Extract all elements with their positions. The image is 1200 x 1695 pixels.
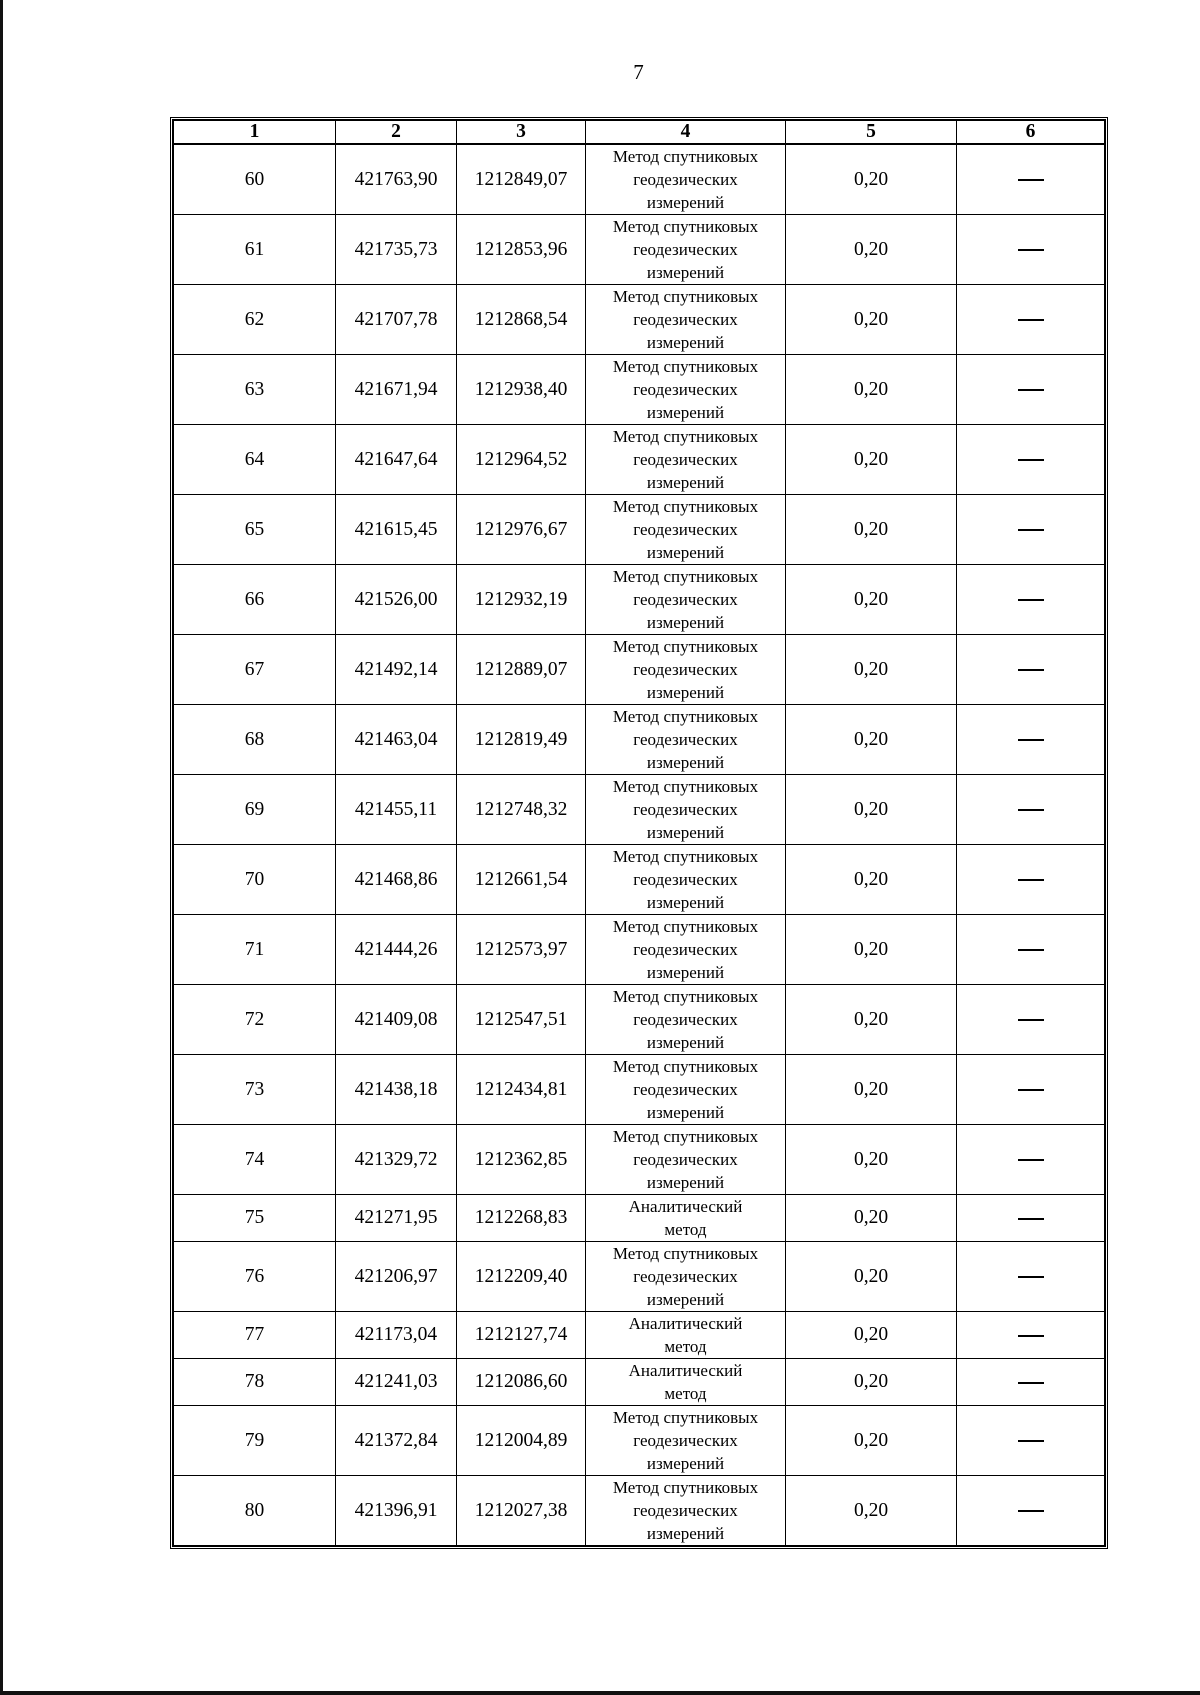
method-line: геодезических — [633, 660, 738, 679]
method-cell — [586, 845, 786, 915]
point-number-cell: 65 — [174, 495, 336, 565]
x-coordinate-cell: 421463,04 — [336, 705, 457, 775]
scan-edge-bottom — [0, 1691, 1200, 1695]
note-cell — [957, 1476, 1105, 1546]
accuracy-cell: 0,20 — [786, 1055, 957, 1125]
point-number-cell: 73 — [174, 1055, 336, 1125]
em-dash-mark — [1018, 879, 1044, 881]
method-line: геодезических — [633, 590, 738, 609]
method-line: измерений — [646, 543, 725, 562]
header-cell-2: 2 — [336, 121, 457, 145]
y-coordinate-cell: 1212573,97 — [457, 915, 586, 985]
point-number-cell: 77 — [174, 1312, 336, 1359]
x-coordinate-cell: 421647,64 — [336, 425, 457, 495]
accuracy-cell: 0,20 — [786, 1125, 957, 1195]
table-row — [174, 425, 1105, 495]
y-coordinate-cell: 1212932,19 — [457, 565, 586, 635]
x-coordinate-cell: 421444,26 — [336, 915, 457, 985]
accuracy-cell: 0,20 — [786, 1476, 957, 1546]
method-line: измерений — [646, 613, 725, 632]
table-row — [174, 144, 1105, 215]
table-row — [174, 1476, 1105, 1546]
method-line: измерений — [646, 333, 725, 352]
table-row — [174, 215, 1105, 285]
table-row — [174, 355, 1105, 425]
method-line: измерений — [646, 1454, 725, 1473]
method-line: геодезических — [633, 170, 738, 189]
x-coordinate-cell: 421707,78 — [336, 285, 457, 355]
accuracy-cell: 0,20 — [786, 355, 957, 425]
method-line: Метод спутниковых — [612, 1127, 759, 1146]
note-cell — [957, 285, 1105, 355]
method-line: Аналитический — [628, 1197, 743, 1216]
table-row — [174, 1312, 1105, 1359]
method-line: Метод спутниковых — [612, 497, 759, 516]
header-cell-5: 5 — [786, 121, 957, 145]
em-dash-mark — [1018, 319, 1044, 321]
em-dash-mark — [1018, 1382, 1044, 1384]
y-coordinate-cell: 1212086,60 — [457, 1359, 586, 1406]
accuracy-cell: 0,20 — [786, 1359, 957, 1406]
method-line: геодезических — [633, 520, 738, 539]
table-row — [174, 1406, 1105, 1476]
note-cell — [957, 1242, 1105, 1312]
method-line: Метод спутниковых — [612, 287, 759, 306]
accuracy-cell: 0,20 — [786, 705, 957, 775]
accuracy-cell: 0,20 — [786, 215, 957, 285]
method-line: Метод спутниковых — [612, 1408, 759, 1427]
method-line: измерений — [646, 473, 725, 492]
x-coordinate-cell: 421671,94 — [336, 355, 457, 425]
method-cell — [586, 285, 786, 355]
em-dash-mark — [1018, 249, 1044, 251]
method-line: измерений — [646, 963, 725, 982]
note-cell — [957, 775, 1105, 845]
x-coordinate-cell: 421173,04 — [336, 1312, 457, 1359]
method-cell — [586, 215, 786, 285]
point-number-cell: 71 — [174, 915, 336, 985]
method-line: геодезических — [633, 380, 738, 399]
em-dash-mark — [1018, 1440, 1044, 1442]
method-line: геодезических — [633, 310, 738, 329]
note-cell — [957, 635, 1105, 705]
note-cell — [957, 495, 1105, 565]
accuracy-cell: 0,20 — [786, 495, 957, 565]
point-number-cell: 80 — [174, 1476, 336, 1546]
method-line: геодезических — [633, 870, 738, 889]
accuracy-cell: 0,20 — [786, 144, 957, 215]
method-line: Метод спутниковых — [612, 147, 759, 166]
note-cell — [957, 1125, 1105, 1195]
note-cell — [957, 144, 1105, 215]
table-row — [174, 1125, 1105, 1195]
point-number-cell: 68 — [174, 705, 336, 775]
y-coordinate-cell: 1212268,83 — [457, 1195, 586, 1242]
em-dash-mark — [1018, 459, 1044, 461]
x-coordinate-cell: 421763,90 — [336, 144, 457, 215]
method-cell — [586, 144, 786, 215]
y-coordinate-cell: 1212868,54 — [457, 285, 586, 355]
y-coordinate-cell: 1212027,38 — [457, 1476, 586, 1546]
em-dash-mark — [1018, 1159, 1044, 1161]
table-row — [174, 495, 1105, 565]
accuracy-cell: 0,20 — [786, 635, 957, 705]
y-coordinate-cell: 1212889,07 — [457, 635, 586, 705]
method-line: Аналитический — [628, 1361, 743, 1380]
x-coordinate-cell: 421372,84 — [336, 1406, 457, 1476]
method-line: измерений — [646, 1103, 725, 1122]
accuracy-cell: 0,20 — [786, 1195, 957, 1242]
note-cell — [957, 985, 1105, 1055]
note-cell — [957, 1055, 1105, 1125]
x-coordinate-cell: 421455,11 — [336, 775, 457, 845]
accuracy-cell: 0,20 — [786, 985, 957, 1055]
method-line: Метод спутниковых — [612, 637, 759, 656]
note-cell — [957, 1359, 1105, 1406]
method-line: Метод спутниковых — [612, 567, 759, 586]
accuracy-cell: 0,20 — [786, 775, 957, 845]
em-dash-mark — [1018, 1510, 1044, 1512]
point-number-cell: 76 — [174, 1242, 336, 1312]
method-line: Метод спутниковых — [612, 427, 759, 446]
method-cell — [586, 495, 786, 565]
y-coordinate-cell: 1212849,07 — [457, 144, 586, 215]
point-number-cell: 70 — [174, 845, 336, 915]
x-coordinate-cell: 421526,00 — [336, 565, 457, 635]
table-row — [174, 985, 1105, 1055]
method-line: измерений — [646, 753, 725, 772]
method-line: Метод спутниковых — [612, 217, 759, 236]
accuracy-cell: 0,20 — [786, 915, 957, 985]
em-dash-mark — [1018, 1335, 1044, 1337]
page-number: 7 — [633, 60, 644, 84]
em-dash-mark — [1018, 1019, 1044, 1021]
header-cell-4: 4 — [586, 121, 786, 145]
y-coordinate-cell: 1212209,40 — [457, 1242, 586, 1312]
y-coordinate-cell: 1212661,54 — [457, 845, 586, 915]
point-number-cell: 74 — [174, 1125, 336, 1195]
method-cell — [586, 985, 786, 1055]
method-line: геодезических — [633, 1080, 738, 1099]
header-cell-6: 6 — [957, 121, 1105, 145]
table-row — [174, 915, 1105, 985]
note-cell — [957, 565, 1105, 635]
accuracy-cell: 0,20 — [786, 1406, 957, 1476]
header-cell-3: 3 — [457, 121, 586, 145]
accuracy-cell: 0,20 — [786, 1312, 957, 1359]
point-number-cell: 62 — [174, 285, 336, 355]
method-cell — [586, 705, 786, 775]
em-dash-mark — [1018, 739, 1044, 741]
method-cell — [586, 1406, 786, 1476]
em-dash-mark — [1018, 809, 1044, 811]
coordinates-table-frame — [170, 117, 1108, 1549]
method-cell — [586, 1125, 786, 1195]
x-coordinate-cell: 421438,18 — [336, 1055, 457, 1125]
method-line: Метод спутниковых — [612, 1244, 759, 1263]
method-line: геодезических — [633, 1431, 738, 1450]
point-number-cell: 64 — [174, 425, 336, 495]
y-coordinate-cell: 1212819,49 — [457, 705, 586, 775]
y-coordinate-cell: 1212004,89 — [457, 1406, 586, 1476]
method-line: геодезических — [633, 1501, 738, 1520]
x-coordinate-cell: 421329,72 — [336, 1125, 457, 1195]
x-coordinate-cell: 421615,45 — [336, 495, 457, 565]
point-number-cell: 67 — [174, 635, 336, 705]
method-line: Аналитический — [628, 1314, 743, 1333]
method-line: метод — [664, 1337, 707, 1356]
scan-edge-left — [0, 0, 3, 1695]
note-cell — [957, 425, 1105, 495]
x-coordinate-cell: 421241,03 — [336, 1359, 457, 1406]
em-dash-mark — [1018, 389, 1044, 391]
table-row — [174, 565, 1105, 635]
table-row — [174, 285, 1105, 355]
method-line: измерений — [646, 893, 725, 912]
method-line: измерений — [646, 1173, 725, 1192]
method-line: геодезических — [633, 1010, 738, 1029]
method-cell — [586, 1476, 786, 1546]
y-coordinate-cell: 1212964,52 — [457, 425, 586, 495]
method-cell — [586, 425, 786, 495]
table-row — [174, 1055, 1105, 1125]
em-dash-mark — [1018, 529, 1044, 531]
accuracy-cell: 0,20 — [786, 285, 957, 355]
coordinates-table — [173, 120, 1105, 1546]
note-cell — [957, 915, 1105, 985]
x-coordinate-cell: 421735,73 — [336, 215, 457, 285]
note-cell — [957, 845, 1105, 915]
method-line: измерений — [646, 1524, 725, 1543]
method-line: Метод спутниковых — [612, 1478, 759, 1497]
method-cell — [586, 355, 786, 425]
table-row — [174, 705, 1105, 775]
point-number-cell: 61 — [174, 215, 336, 285]
method-line: измерений — [646, 263, 725, 282]
method-line: измерений — [646, 193, 725, 212]
method-cell — [586, 775, 786, 845]
table-row — [174, 1359, 1105, 1406]
method-line: геодезических — [633, 1150, 738, 1169]
method-line: Метод спутниковых — [612, 777, 759, 796]
accuracy-cell: 0,20 — [786, 425, 957, 495]
em-dash-mark — [1018, 1276, 1044, 1278]
point-number-cell: 66 — [174, 565, 336, 635]
method-line: измерений — [646, 1033, 725, 1052]
method-line: Метод спутниковых — [612, 357, 759, 376]
note-cell — [957, 355, 1105, 425]
method-line: Метод спутниковых — [612, 987, 759, 1006]
method-cell — [586, 635, 786, 705]
note-cell — [957, 1312, 1105, 1359]
em-dash-mark — [1018, 1218, 1044, 1220]
y-coordinate-cell: 1212938,40 — [457, 355, 586, 425]
method-line: геодезических — [633, 730, 738, 749]
table-body — [174, 144, 1105, 1546]
method-line: измерений — [646, 683, 725, 702]
method-line: геодезических — [633, 450, 738, 469]
y-coordinate-cell: 1212547,51 — [457, 985, 586, 1055]
method-cell — [586, 1242, 786, 1312]
point-number-cell: 75 — [174, 1195, 336, 1242]
point-number-cell: 60 — [174, 144, 336, 215]
em-dash-mark — [1018, 669, 1044, 671]
method-line: геодезических — [633, 940, 738, 959]
point-number-cell: 63 — [174, 355, 336, 425]
em-dash-mark — [1018, 1089, 1044, 1091]
x-coordinate-cell: 421206,97 — [336, 1242, 457, 1312]
point-number-cell: 79 — [174, 1406, 336, 1476]
em-dash-mark — [1018, 949, 1044, 951]
method-cell — [586, 1195, 786, 1242]
y-coordinate-cell: 1212434,81 — [457, 1055, 586, 1125]
method-line: измерений — [646, 823, 725, 842]
note-cell — [957, 215, 1105, 285]
method-line: измерений — [646, 1290, 725, 1309]
note-cell — [957, 1406, 1105, 1476]
y-coordinate-cell: 1212976,67 — [457, 495, 586, 565]
method-line: Метод спутниковых — [612, 847, 759, 866]
note-cell — [957, 705, 1105, 775]
y-coordinate-cell: 1212748,32 — [457, 775, 586, 845]
method-cell — [586, 1359, 786, 1406]
point-number-cell: 69 — [174, 775, 336, 845]
y-coordinate-cell: 1212362,85 — [457, 1125, 586, 1195]
em-dash-mark — [1018, 179, 1044, 181]
note-cell — [957, 1195, 1105, 1242]
y-coordinate-cell: 1212127,74 — [457, 1312, 586, 1359]
table-row — [174, 1195, 1105, 1242]
x-coordinate-cell: 421271,95 — [336, 1195, 457, 1242]
x-coordinate-cell: 421396,91 — [336, 1476, 457, 1546]
method-line: Метод спутниковых — [612, 1057, 759, 1076]
point-number-cell: 72 — [174, 985, 336, 1055]
table-row — [174, 775, 1105, 845]
table-row — [174, 635, 1105, 705]
accuracy-cell: 0,20 — [786, 1242, 957, 1312]
y-coordinate-cell: 1212853,96 — [457, 215, 586, 285]
method-line: Метод спутниковых — [612, 707, 759, 726]
method-cell — [586, 565, 786, 635]
method-cell — [586, 1055, 786, 1125]
x-coordinate-cell: 421468,86 — [336, 845, 457, 915]
method-line: Метод спутниковых — [612, 917, 759, 936]
method-cell — [586, 915, 786, 985]
method-line: геодезических — [633, 240, 738, 259]
accuracy-cell: 0,20 — [786, 845, 957, 915]
x-coordinate-cell: 421409,08 — [336, 985, 457, 1055]
method-line: метод — [664, 1384, 707, 1403]
method-line: измерений — [646, 403, 725, 422]
x-coordinate-cell: 421492,14 — [336, 635, 457, 705]
accuracy-cell: 0,20 — [786, 565, 957, 635]
header-row — [174, 121, 1105, 145]
table-row — [174, 845, 1105, 915]
method-line: геодезических — [633, 800, 738, 819]
method-cell — [586, 1312, 786, 1359]
table-row — [174, 1242, 1105, 1312]
header-cell-1: 1 — [174, 121, 336, 145]
method-line: геодезических — [633, 1267, 738, 1286]
em-dash-mark — [1018, 599, 1044, 601]
point-number-cell: 78 — [174, 1359, 336, 1406]
method-line: метод — [664, 1220, 707, 1239]
